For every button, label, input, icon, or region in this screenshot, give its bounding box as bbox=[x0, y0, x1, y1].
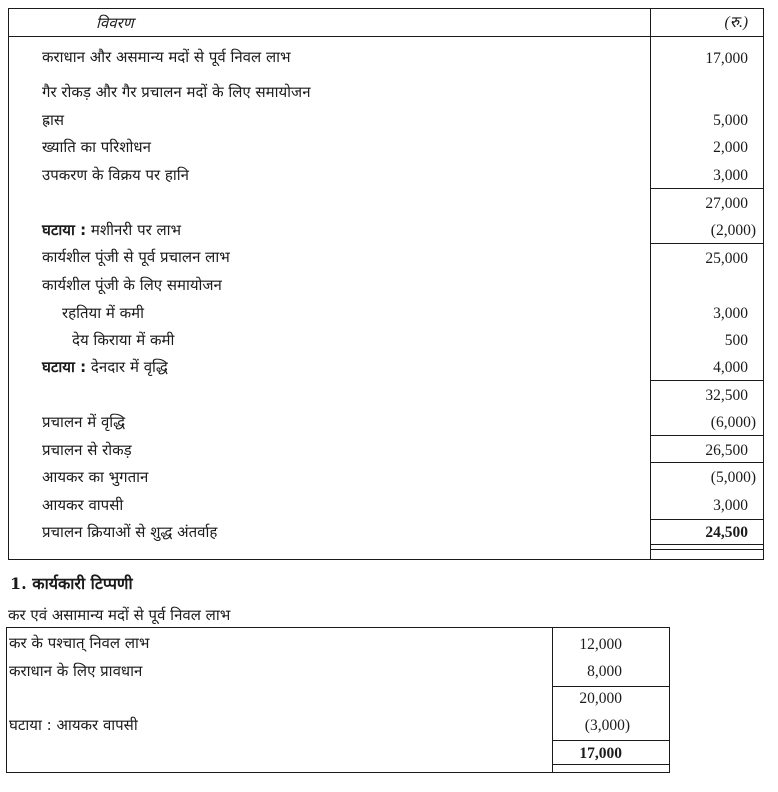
note-title: कार्यकारी टिप्पणी bbox=[32, 574, 133, 593]
row-label-14: प्रचालन से रोकड़ bbox=[42, 441, 132, 459]
note-subtitle: कर एवं असामान्य मदों से पूर्व निवल लाभ bbox=[8, 606, 231, 624]
t2-row-label-0: कर के पश्चात् निवल लाभ bbox=[9, 634, 150, 652]
row-amount-9: 3,000 bbox=[713, 305, 748, 322]
row-label-8: कार्यशील पूंजी के लिए समायोजन bbox=[42, 276, 222, 294]
row-amount-6: (2,000) bbox=[710, 222, 756, 239]
subtotal-rule bbox=[650, 380, 764, 381]
total-double-rule bbox=[650, 549, 764, 550]
deduct-label: घटाया : bbox=[42, 358, 87, 376]
row-amount-16: 3,000 bbox=[713, 497, 748, 514]
row-label-1: गैर रोकड़ और गैर प्रचालन मदों के लिए समायोजन bbox=[42, 83, 311, 101]
header-divider bbox=[8, 36, 764, 37]
row-amount-17: 24,500 bbox=[705, 524, 748, 541]
row-label-11 bbox=[42, 357, 168, 377]
row-amount-7: 25,000 bbox=[705, 250, 748, 267]
row-amount-12: 32,500 bbox=[705, 387, 748, 404]
row-amount-3: 2,000 bbox=[713, 139, 748, 156]
row-11-text: देनदार में वृद्धि bbox=[90, 358, 168, 376]
row-amount-10: 500 bbox=[724, 332, 748, 349]
row-amount-15: (5,000) bbox=[710, 469, 756, 486]
row-amount-4: 3,000 bbox=[713, 167, 748, 184]
header-label: विवरण bbox=[96, 14, 134, 32]
row-label-4: उपकरण के विक्रय पर हानि bbox=[42, 166, 189, 184]
row-label-10: देय किराया में कमी bbox=[72, 331, 175, 349]
column-divider-2 bbox=[552, 627, 553, 773]
note-number: 1. bbox=[10, 574, 27, 593]
row-label-6 bbox=[42, 220, 181, 240]
row-6-text: मशीनरी पर लाभ bbox=[90, 221, 182, 239]
row-amount-5: 27,000 bbox=[705, 195, 748, 212]
column-divider bbox=[650, 8, 651, 560]
row-label-2: ह्रास bbox=[42, 111, 64, 129]
row-label-13: प्रचालन में वृद्धि bbox=[42, 413, 126, 431]
row-amount-11: 4,000 bbox=[713, 359, 748, 376]
note-heading bbox=[10, 574, 133, 594]
t2-row-label-3: घटाया : आयकर वापसी bbox=[9, 716, 138, 734]
row-label-3: ख्याति का परिशोधन bbox=[42, 138, 151, 156]
row-amount-13: (6,000) bbox=[710, 414, 756, 431]
row-label-15: आयकर का भुगतान bbox=[42, 468, 149, 486]
row-label-9: रहतिया में कमी bbox=[62, 304, 145, 322]
row-label-16: आयकर वापसी bbox=[42, 496, 124, 514]
row-amount-14: 26,500 bbox=[705, 442, 748, 459]
t2-row-amount-0: 12,000 bbox=[579, 636, 622, 653]
row-amount-0: 17,000 bbox=[705, 50, 748, 67]
subtotal-rule bbox=[552, 686, 670, 687]
subtotal-rule bbox=[552, 740, 670, 741]
subtotal-rule bbox=[650, 188, 764, 189]
row-label-0: कराधान और असमान्य मदों से पूर्व निवल लाभ bbox=[42, 48, 291, 66]
deduct-label: घटाया : bbox=[42, 221, 87, 239]
t2-row-amount-1: 8,000 bbox=[587, 663, 622, 680]
subtotal-rule bbox=[650, 462, 764, 463]
total-double-rule bbox=[650, 544, 764, 545]
row-amount-2: 5,000 bbox=[713, 112, 748, 129]
subtotal-rule bbox=[650, 519, 764, 520]
total-double-rule bbox=[552, 764, 670, 765]
t2-row-amount-2: 20,000 bbox=[579, 690, 622, 707]
row-label-7: कार्यशील पूंजी से पूर्व प्रचालन लाभ bbox=[42, 248, 230, 266]
t2-row-amount-4: 17,000 bbox=[579, 745, 622, 762]
subtotal-rule bbox=[650, 435, 764, 436]
t2-row-amount-3: (3,000) bbox=[584, 717, 630, 734]
row-label-17: प्रचालन क्रियाओं से शुद्ध अंतर्वाह bbox=[42, 523, 218, 541]
subtotal-rule bbox=[650, 243, 764, 244]
t2-row-label-1: कराधान के लिए प्रावधान bbox=[9, 662, 143, 680]
header-amount: (रु.) bbox=[724, 14, 748, 31]
